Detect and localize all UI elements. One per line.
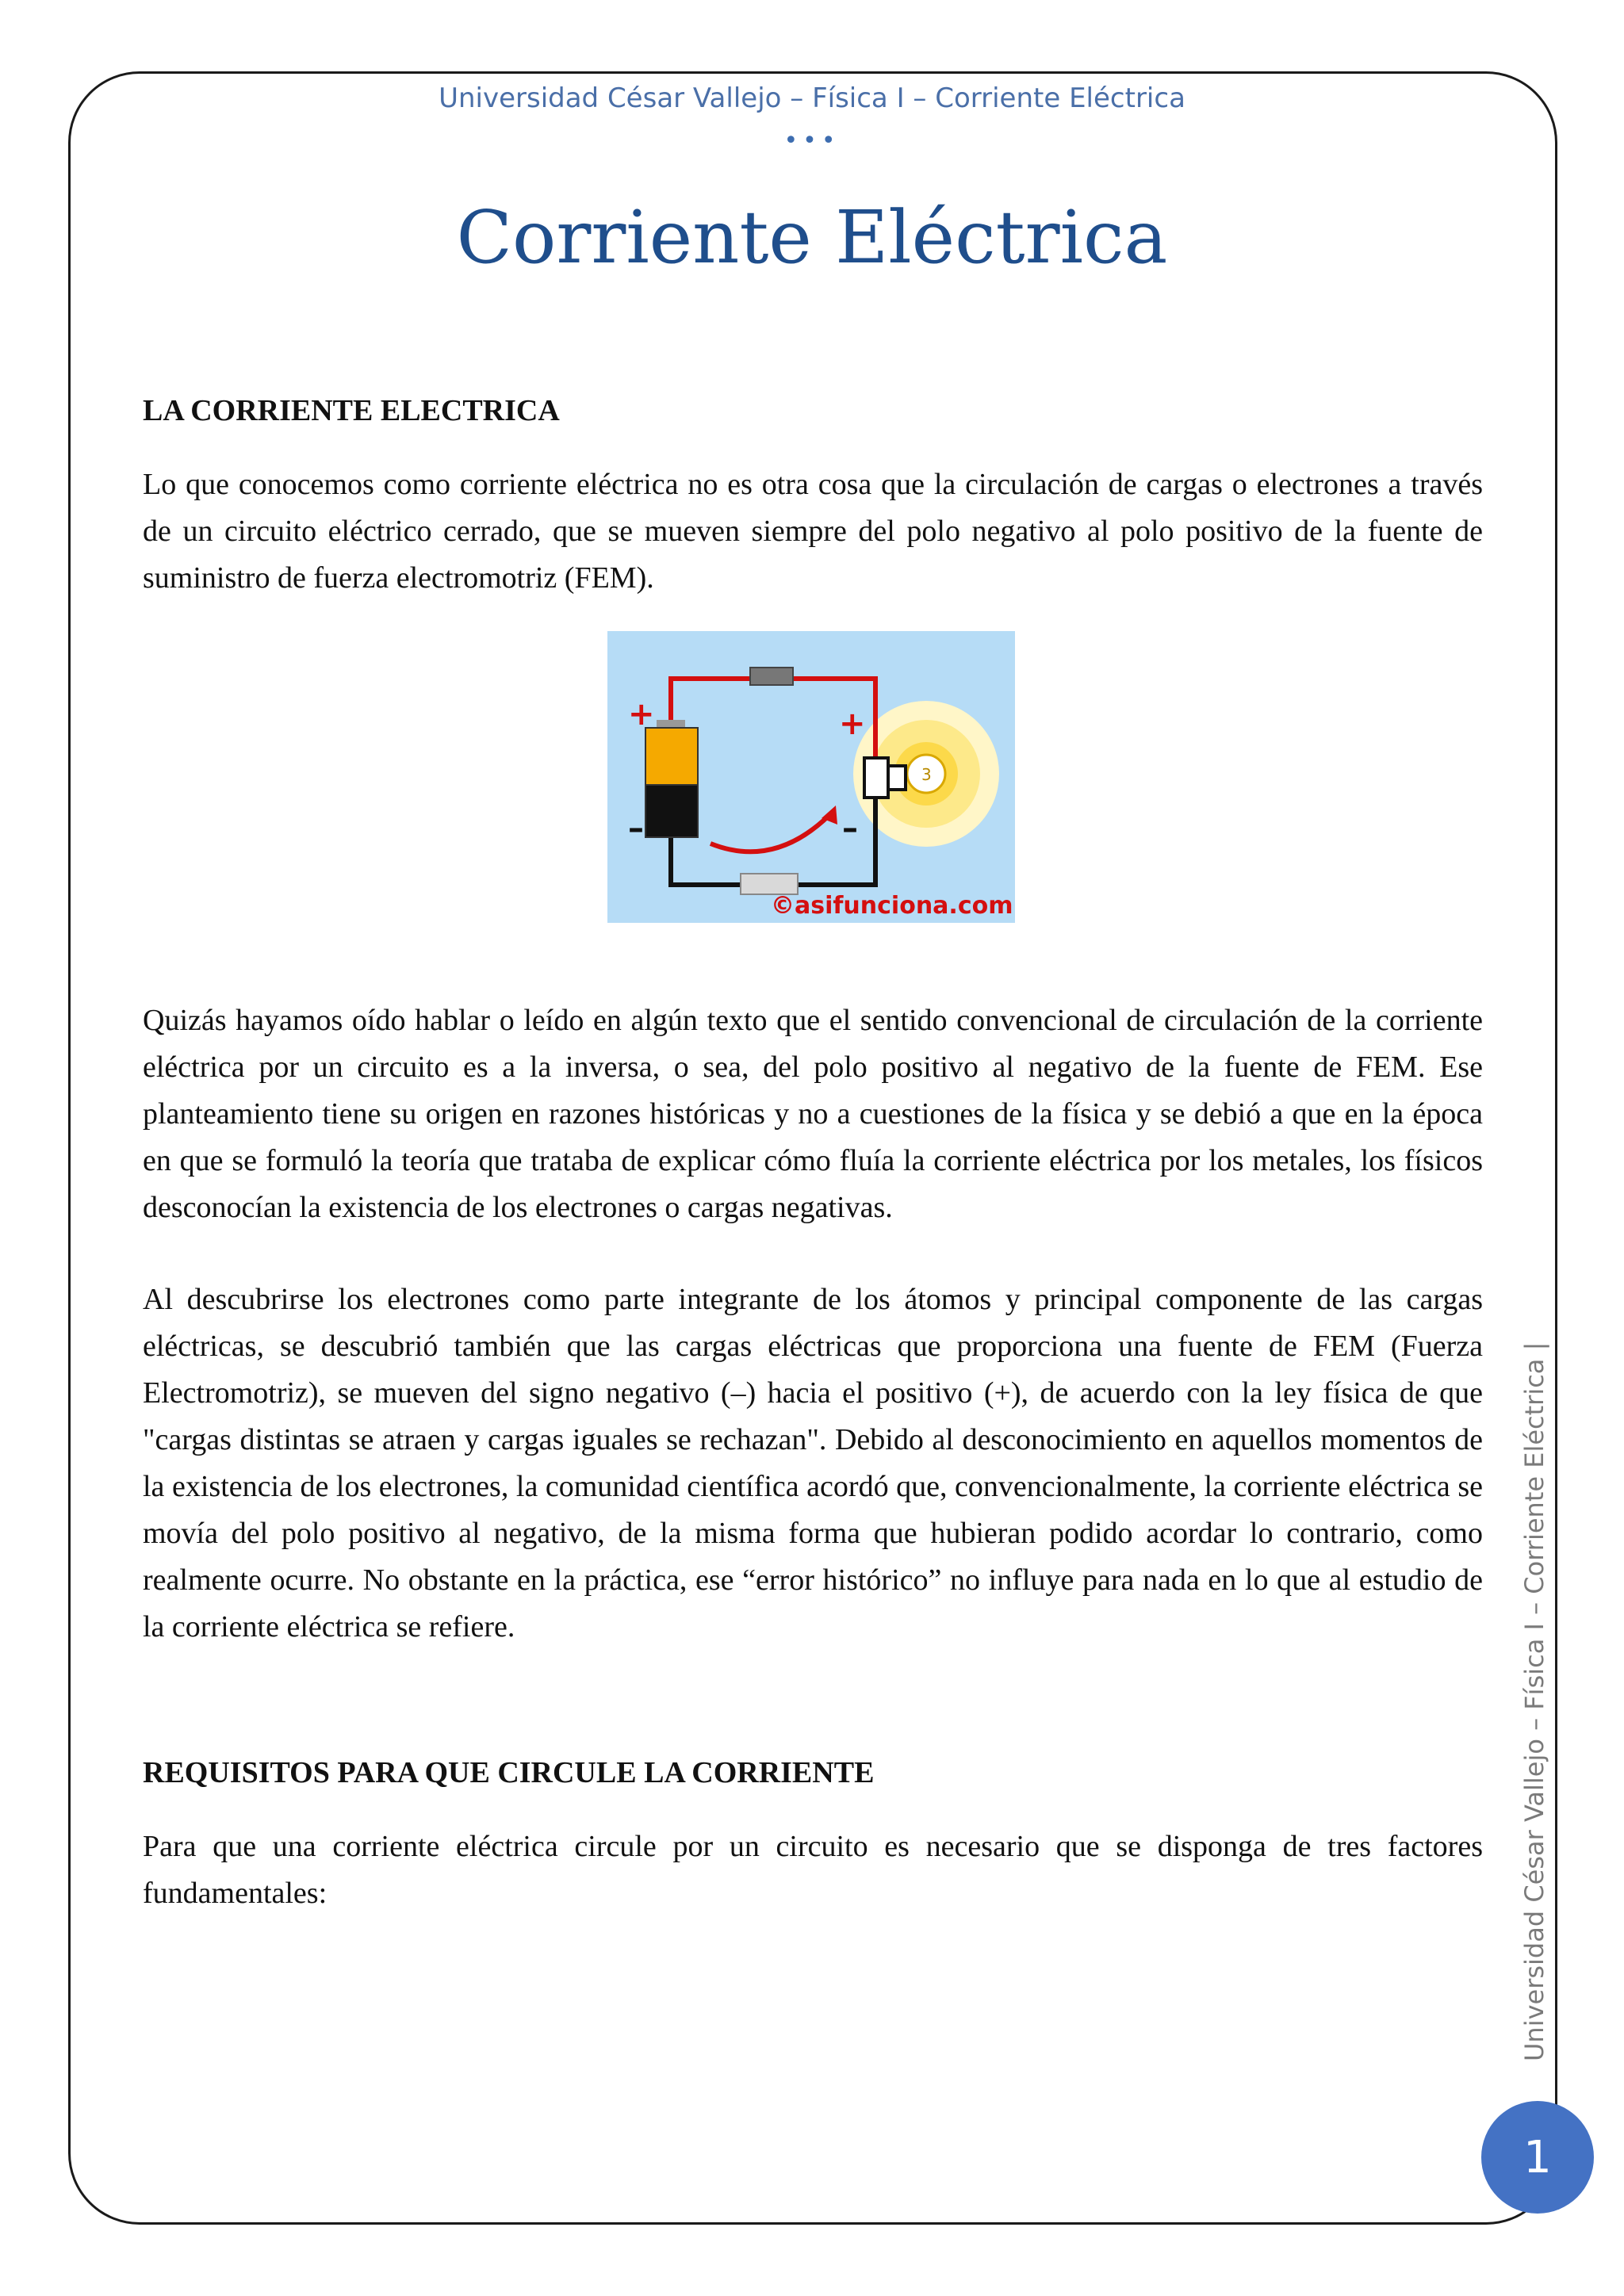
current-arrow [710, 815, 829, 851]
page-number-badge: 1 [1481, 2101, 1594, 2214]
paragraph-sentido-convencional: Quizás hayamos oído hablar o leído en algún texto que el sentido convencional de circulación de la corriente eléctrica por un circuito es a la inversa, o sea, del polo positivo al negativo de la fuente de FEM. Ese planteamiento tiene su origen en razones históricas y no a cuestiones de la física y se debió a que en la época en que se formuló la teoría que trataba de explicar cómo fluía la corriente eléctrica por los metales, los físicos desconocían la existencia de los electrones o cargas negativas. [143, 1004, 1483, 1224]
figure-credit: ©asifunciona.com [771, 892, 1013, 920]
running-header: Universidad César Vallejo – Física I – Corriente Eléctrica [439, 82, 1185, 114]
lamp-label: 3 [921, 765, 932, 784]
switch [750, 668, 793, 685]
section-heading-corriente: LA CORRIENTE ELECTRICA [143, 394, 560, 427]
header-dots: ••• [783, 127, 841, 155]
side-running-text: Universidad César Vallejo – Física I – Corriente Eléctrica | [1519, 1341, 1549, 2061]
lamp-socket [864, 758, 888, 798]
paragraph-intro: Lo que conocemos como corriente eléctrica no es otra cosa que la circulación de cargas o electrones a través de un circuito eléctrico cerrado, que se mueven siempre del polo negativo al polo positivo de la fuente de suministro de fuerza electromotriz (FEM). [143, 468, 1483, 595]
battery-plus: + [628, 696, 655, 733]
paragraph-descubrimiento: Al descubrirse los electrones como parte integrante de los átomos y principal componente de las cargas eléctricas, se descubrió también que las cargas eléctricas que proporciona una fuente de FEM (Fuerza Electromotriz), se mueven del signo negativo (–) hacia el positivo (+), de acuerdo con la ley física de que "cargas distintas se atraen y cargas iguales se rechazan". Debido al desconocimiento en aquellos momentos de la existencia de los electrones, la comunidad científica acordó que, convencionalmente, la corriente eléctrica se movía del polo positivo al negativo, de la misma forma que hubieran podido acordar lo contrario, como realmente ocurre. No obstante en la práctica, ese “error histórico” no influye para nada en lo que al estudio de la corriente eléctrica se refiere. [143, 1283, 1483, 1644]
lamp-minus: – [842, 810, 858, 847]
section-heading-requisitos: REQUISITOS PARA QUE CIRCULE LA CORRIENTE [143, 1756, 875, 1789]
page-title: Corriente Eléctrica [456, 195, 1168, 280]
paragraph-requisitos: Para que una corriente eléctrica circule por un circuito es necesario que se disponga de tres factores fundamentales: [143, 1830, 1483, 1910]
battery [645, 720, 698, 837]
circuit-figure [607, 631, 1015, 923]
battery-minus: – [628, 810, 644, 847]
circuit-illustration [607, 631, 1015, 923]
lamp-plus: + [839, 706, 866, 742]
